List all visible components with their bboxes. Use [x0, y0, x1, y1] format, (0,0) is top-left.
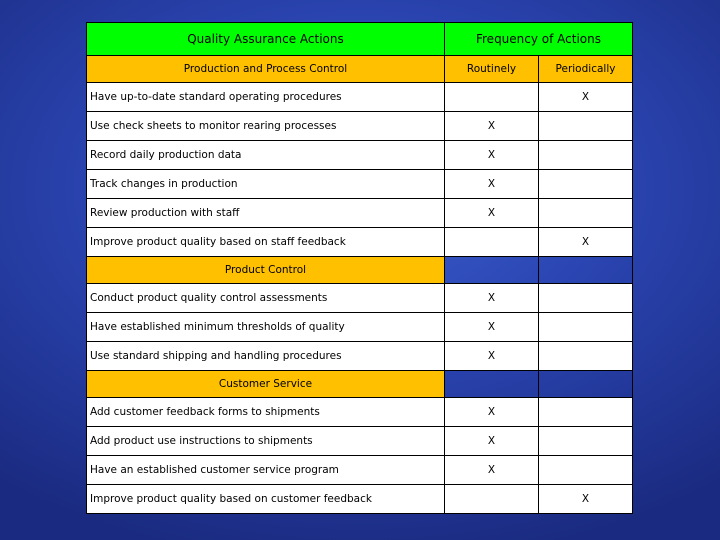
routinely-cell: X: [445, 112, 539, 141]
table-row: [87, 112, 633, 141]
routinely-cell: X: [445, 427, 539, 456]
empty-cell: [539, 257, 633, 284]
section-title: Production and Process Control: [87, 56, 445, 83]
empty-cell: [539, 371, 633, 398]
routinely-cell: X: [445, 313, 539, 342]
periodically-cell: [539, 141, 633, 170]
table-row: [87, 170, 633, 199]
periodically-cell: [539, 398, 633, 427]
table-row: [87, 342, 633, 371]
periodically-cell: [539, 342, 633, 371]
table-row: [87, 228, 633, 257]
periodically-cell: [539, 456, 633, 485]
table-row: [87, 83, 633, 112]
table-row: [87, 398, 633, 427]
routinely-cell: X: [445, 170, 539, 199]
action-cell: Improve product quality based on customer feedback: [87, 485, 445, 514]
actions-title: Quality Assurance Actions: [87, 23, 445, 56]
routinely-cell: [445, 83, 539, 112]
periodically-header: Periodically: [539, 56, 633, 83]
periodically-cell: [539, 112, 633, 141]
periodically-cell: [539, 427, 633, 456]
action-cell: Review production with staff: [87, 199, 445, 228]
table-row: [87, 284, 633, 313]
routinely-cell: [445, 485, 539, 514]
action-cell: Use check sheets to monitor rearing processes: [87, 112, 445, 141]
action-cell: Conduct product quality control assessments: [87, 284, 445, 313]
action-cell: Improve product quality based on staff feedback: [87, 228, 445, 257]
table-row: [87, 141, 633, 170]
routinely-cell: X: [445, 284, 539, 313]
routinely-cell: X: [445, 141, 539, 170]
section-header-row: [87, 257, 633, 284]
table-row: [87, 485, 633, 514]
periodically-cell: [539, 313, 633, 342]
action-cell: Add customer feedback forms to shipments: [87, 398, 445, 427]
empty-cell: [445, 371, 539, 398]
routinely-cell: X: [445, 398, 539, 427]
section-title: Customer Service: [87, 371, 445, 398]
section-title: Product Control: [87, 257, 445, 284]
header-row: [87, 23, 633, 56]
action-cell: Have established minimum thresholds of quality: [87, 313, 445, 342]
table-row: [87, 456, 633, 485]
routinely-cell: X: [445, 456, 539, 485]
empty-cell: [445, 257, 539, 284]
section-header-row: [87, 371, 633, 398]
frequency-title: Frequency of Actions: [445, 23, 633, 56]
periodically-cell: [539, 199, 633, 228]
routinely-cell: X: [445, 342, 539, 371]
periodically-cell: X: [539, 485, 633, 514]
action-cell: Have up-to-date standard operating procedures: [87, 83, 445, 112]
table-row: [87, 313, 633, 342]
table-row: [87, 427, 633, 456]
action-cell: Add product use instructions to shipments: [87, 427, 445, 456]
action-cell: Use standard shipping and handling procedures: [87, 342, 445, 371]
routinely-header: Routinely: [445, 56, 539, 83]
periodically-cell: [539, 170, 633, 199]
quality-assurance-table: [86, 22, 633, 514]
routinely-cell: X: [445, 199, 539, 228]
action-cell: Record daily production data: [87, 141, 445, 170]
periodically-cell: X: [539, 228, 633, 257]
action-cell: Have an established customer service program: [87, 456, 445, 485]
action-cell: Track changes in production: [87, 170, 445, 199]
table-row: [87, 199, 633, 228]
periodically-cell: [539, 284, 633, 313]
routinely-cell: [445, 228, 539, 257]
subheader-row: [87, 56, 633, 83]
periodically-cell: X: [539, 83, 633, 112]
